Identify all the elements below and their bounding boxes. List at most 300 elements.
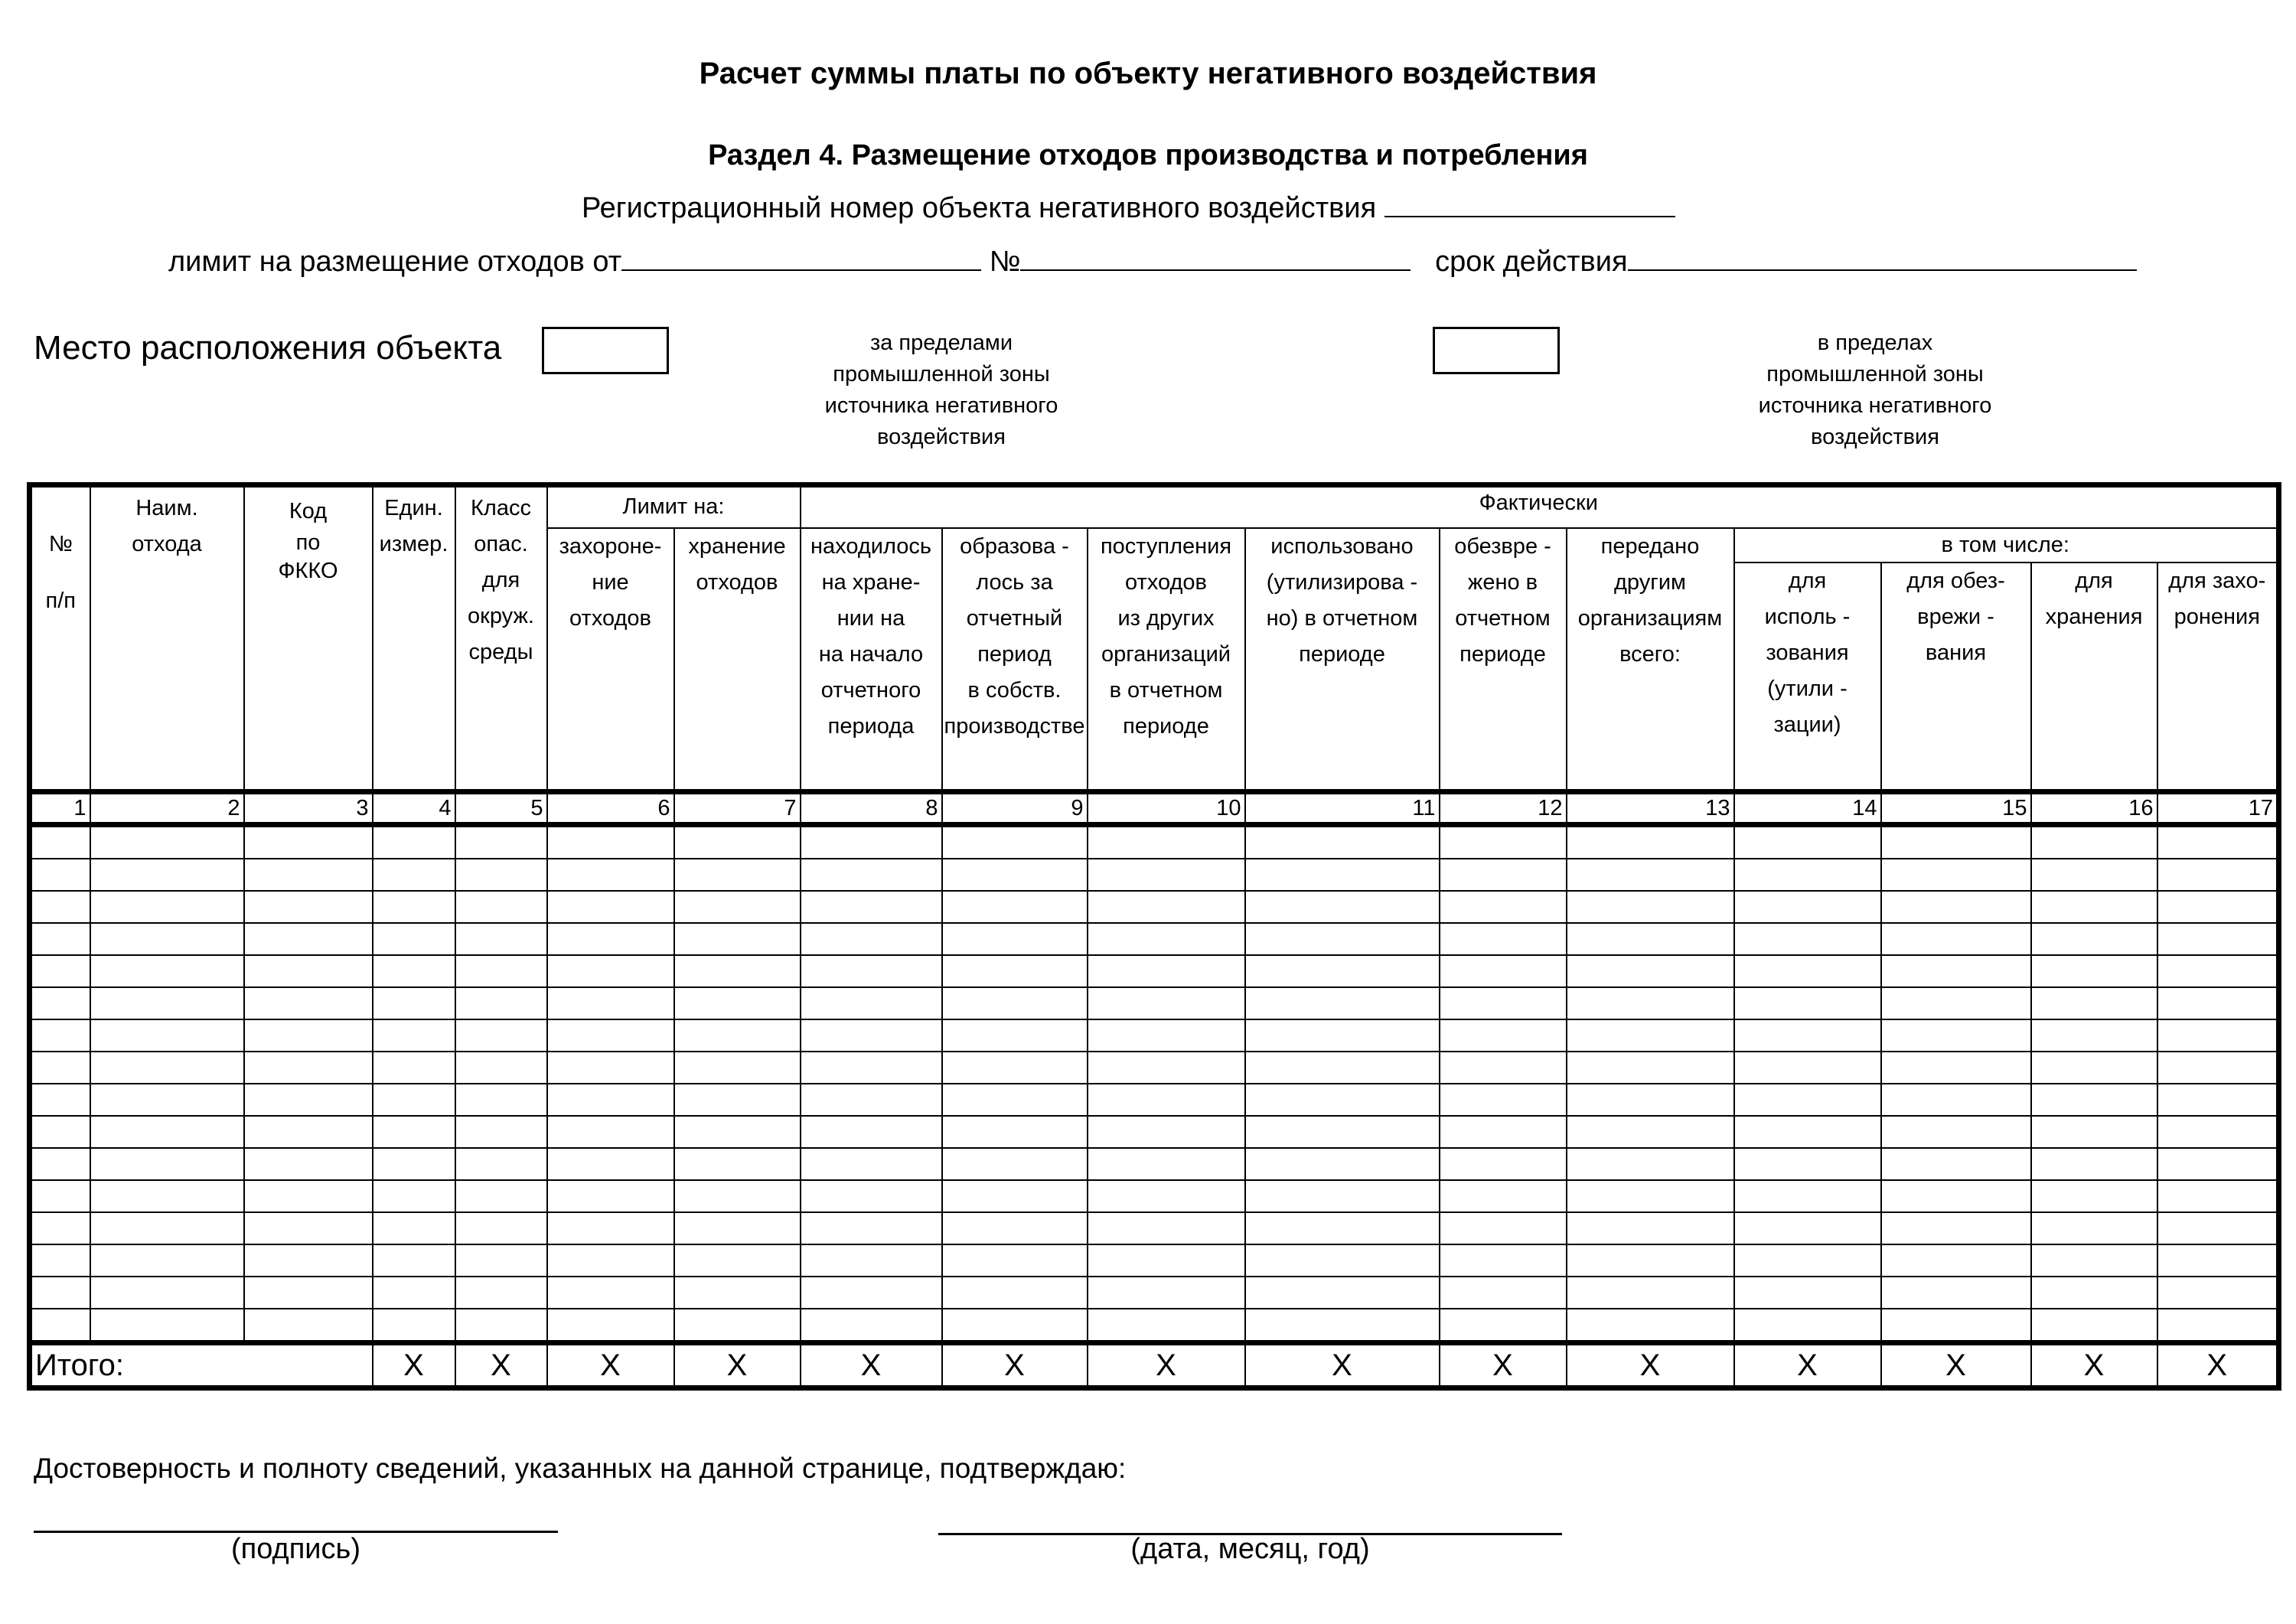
table-cell[interactable] — [1881, 1309, 2031, 1343]
table-cell[interactable] — [1245, 987, 1440, 1019]
table-cell[interactable] — [90, 955, 244, 987]
table-cell[interactable] — [801, 1277, 942, 1309]
table-cell[interactable] — [2157, 891, 2279, 923]
table-cell[interactable] — [30, 987, 90, 1019]
table-cell[interactable] — [2157, 859, 2279, 891]
table-cell[interactable] — [455, 1277, 547, 1309]
table-cell[interactable] — [244, 1116, 373, 1148]
table-cell[interactable] — [547, 1212, 674, 1244]
table-cell[interactable] — [942, 859, 1088, 891]
table-cell[interactable] — [1088, 825, 1245, 859]
table-cell[interactable] — [801, 1244, 942, 1277]
table-cell[interactable] — [1440, 1148, 1567, 1180]
table-cell[interactable] — [2031, 1116, 2157, 1148]
table-cell[interactable] — [373, 1212, 455, 1244]
table-cell[interactable] — [942, 1148, 1088, 1180]
table-cell[interactable] — [1881, 1019, 2031, 1052]
table-cell[interactable] — [1881, 891, 2031, 923]
table-cell[interactable] — [1440, 825, 1567, 859]
table-cell[interactable] — [455, 1116, 547, 1148]
table-cell[interactable] — [1567, 1052, 1734, 1084]
table-cell[interactable] — [1567, 891, 1734, 923]
table-cell[interactable] — [1088, 1180, 1245, 1212]
column-number: 15 — [1881, 792, 2031, 825]
table-cell[interactable] — [373, 1309, 455, 1343]
table-cell[interactable] — [1440, 1180, 1567, 1212]
table-cell[interactable] — [801, 859, 942, 891]
table-cell[interactable] — [1567, 1084, 1734, 1116]
table-cell[interactable] — [30, 1116, 90, 1148]
table-cell[interactable] — [90, 987, 244, 1019]
table-cell[interactable] — [942, 1116, 1088, 1148]
table-cell[interactable] — [2031, 825, 2157, 859]
column-number: 8 — [801, 792, 942, 825]
table-cell[interactable] — [1245, 923, 1440, 955]
table-cell[interactable] — [30, 825, 90, 859]
table-cell[interactable] — [244, 1277, 373, 1309]
table-cell[interactable] — [2031, 1244, 2157, 1277]
table-cell[interactable] — [801, 1180, 942, 1212]
table-cell[interactable] — [373, 1084, 455, 1116]
total-row — [30, 1343, 2279, 1388]
table-cell[interactable] — [2157, 1052, 2279, 1084]
table-cell[interactable] — [90, 825, 244, 859]
table-cell[interactable] — [674, 987, 801, 1019]
table-cell[interactable] — [1567, 1148, 1734, 1180]
table-cell[interactable] — [1734, 1212, 1881, 1244]
table-cell[interactable] — [1440, 923, 1567, 955]
table-cell[interactable] — [1734, 1116, 1881, 1148]
table-cell[interactable] — [547, 1180, 674, 1212]
table-cell[interactable] — [1088, 1212, 1245, 1244]
confirmation-text: Достоверность и полноту сведений, указанных на данной странице, подтверждаю: — [34, 1453, 1127, 1484]
table-cell[interactable] — [801, 891, 942, 923]
table-cell[interactable] — [674, 1019, 801, 1052]
table-cell[interactable] — [1881, 955, 2031, 987]
table-cell[interactable] — [1088, 859, 1245, 891]
table-cell[interactable] — [1245, 1116, 1440, 1148]
table-cell[interactable] — [547, 1019, 674, 1052]
table-cell[interactable] — [455, 1148, 547, 1180]
table-cell[interactable] — [30, 1148, 90, 1180]
table-cell[interactable] — [1567, 955, 1734, 987]
column-number: 13 — [1567, 792, 1734, 825]
table-cell[interactable] — [1440, 1244, 1567, 1277]
table-cell[interactable] — [801, 1084, 942, 1116]
table-cell[interactable] — [373, 825, 455, 859]
column-number: 6 — [547, 792, 674, 825]
table-cell[interactable] — [455, 1019, 547, 1052]
table-cell[interactable] — [1734, 923, 1881, 955]
table-cell[interactable] — [942, 1052, 1088, 1084]
table-cell[interactable] — [2031, 891, 2157, 923]
table-cell[interactable] — [455, 859, 547, 891]
table-cell[interactable] — [1881, 1116, 2031, 1148]
registration-number-field[interactable] — [1384, 190, 1675, 217]
table-cell[interactable] — [30, 891, 90, 923]
table-cell[interactable] — [244, 1084, 373, 1116]
table-cell[interactable] — [2157, 1148, 2279, 1180]
table-cell[interactable] — [2031, 923, 2157, 955]
column-number: 3 — [244, 792, 373, 825]
table-cell[interactable] — [1567, 1019, 1734, 1052]
table-cell[interactable] — [1881, 1244, 2031, 1277]
table-cell[interactable] — [455, 1052, 547, 1084]
table-cell[interactable] — [373, 1019, 455, 1052]
table-cell[interactable] — [801, 1116, 942, 1148]
table-cell[interactable] — [1245, 1180, 1440, 1212]
total-mark: Х — [674, 1343, 801, 1388]
table-cell[interactable] — [942, 1212, 1088, 1244]
table-row — [30, 1084, 2279, 1116]
table-cell[interactable] — [373, 955, 455, 987]
table-cell[interactable] — [455, 891, 547, 923]
table-cell[interactable] — [1245, 1148, 1440, 1180]
table-cell[interactable] — [90, 1116, 244, 1148]
table-cell[interactable] — [455, 1180, 547, 1212]
waste-placement-table — [27, 482, 2281, 1391]
table-cell[interactable] — [1088, 955, 1245, 987]
table-cell[interactable] — [1440, 859, 1567, 891]
table-cell[interactable] — [1088, 987, 1245, 1019]
table-cell[interactable] — [90, 891, 244, 923]
table-cell[interactable] — [455, 1212, 547, 1244]
table-cell[interactable] — [1734, 1309, 1881, 1343]
table-cell[interactable] — [373, 891, 455, 923]
table-cell[interactable] — [1567, 1180, 1734, 1212]
table-cell[interactable] — [373, 923, 455, 955]
table-cell[interactable] — [1734, 1052, 1881, 1084]
table-cell[interactable] — [1567, 987, 1734, 1019]
table-cell[interactable] — [1245, 1309, 1440, 1343]
table-cell[interactable] — [2031, 1309, 2157, 1343]
table-cell[interactable] — [373, 1148, 455, 1180]
table-cell[interactable] — [244, 891, 373, 923]
table-cell[interactable] — [1088, 891, 1245, 923]
table-cell[interactable] — [244, 1309, 373, 1343]
table-cell[interactable] — [90, 1277, 244, 1309]
registration-number-line — [582, 190, 1675, 225]
limit-from-label: лимит на размещение отходов от — [168, 246, 622, 278]
table-cell[interactable] — [801, 923, 942, 955]
table-cell[interactable] — [1245, 859, 1440, 891]
table-cell[interactable] — [942, 1309, 1088, 1343]
table-cell[interactable] — [547, 1084, 674, 1116]
table-cell[interactable] — [1734, 859, 1881, 891]
table-cell[interactable] — [90, 1309, 244, 1343]
table-cell[interactable] — [2157, 1180, 2279, 1212]
table-cell[interactable] — [1881, 1212, 2031, 1244]
table-cell[interactable] — [2157, 825, 2279, 859]
table-cell[interactable] — [1567, 1116, 1734, 1148]
table-cell[interactable] — [1440, 1212, 1567, 1244]
limit-number-field[interactable] — [1020, 243, 1411, 271]
table-cell[interactable] — [1567, 923, 1734, 955]
table-cell[interactable] — [547, 1116, 674, 1148]
table-cell[interactable] — [2031, 955, 2157, 987]
table-cell[interactable] — [373, 859, 455, 891]
table-cell[interactable] — [2157, 1084, 2279, 1116]
table-cell[interactable] — [547, 955, 674, 987]
table-cell[interactable] — [1088, 1084, 1245, 1116]
table-cell[interactable] — [30, 1212, 90, 1244]
table-cell[interactable] — [1734, 1019, 1881, 1052]
table-cell[interactable] — [30, 1309, 90, 1343]
table-cell[interactable] — [801, 1309, 942, 1343]
table-cell[interactable] — [30, 1180, 90, 1212]
table-cell[interactable] — [1881, 859, 2031, 891]
table-cell[interactable] — [801, 1212, 942, 1244]
table-cell[interactable] — [942, 987, 1088, 1019]
column-number: 11 — [1245, 792, 1440, 825]
table-cell[interactable] — [2031, 1212, 2157, 1244]
table-cell[interactable] — [1734, 1180, 1881, 1212]
table-cell[interactable] — [1245, 891, 1440, 923]
table-cell[interactable] — [1245, 1052, 1440, 1084]
header-for-use: для исполь - зования (утили - зации) — [1734, 563, 1881, 792]
table-cell[interactable] — [1881, 1148, 2031, 1180]
table-cell[interactable] — [801, 955, 942, 987]
table-cell[interactable] — [1881, 987, 2031, 1019]
validity-field[interactable] — [1628, 243, 2137, 271]
table-cell[interactable] — [1734, 987, 1881, 1019]
table-cell[interactable] — [674, 1148, 801, 1180]
table-cell[interactable] — [90, 1180, 244, 1212]
table-cell[interactable] — [1088, 1116, 1245, 1148]
table-cell[interactable] — [30, 955, 90, 987]
table-cell[interactable] — [244, 1180, 373, 1212]
table-cell[interactable] — [1567, 1277, 1734, 1309]
table-cell[interactable] — [801, 1019, 942, 1052]
table-cell[interactable] — [1567, 859, 1734, 891]
table-cell[interactable] — [30, 923, 90, 955]
table-cell[interactable] — [1440, 1116, 1567, 1148]
table-cell[interactable] — [2031, 859, 2157, 891]
table-cell[interactable] — [1088, 1244, 1245, 1277]
table-cell[interactable] — [674, 1180, 801, 1212]
table-cell[interactable] — [1440, 891, 1567, 923]
table-cell[interactable] — [674, 1116, 801, 1148]
table-cell[interactable] — [1088, 1019, 1245, 1052]
table-cell[interactable] — [1245, 1019, 1440, 1052]
table-cell[interactable] — [674, 825, 801, 859]
table-cell[interactable] — [942, 923, 1088, 955]
table-cell[interactable] — [1088, 1309, 1245, 1343]
table-cell[interactable] — [30, 1244, 90, 1277]
table-cell[interactable] — [674, 923, 801, 955]
table-cell[interactable] — [1881, 1180, 2031, 1212]
table-cell[interactable] — [942, 825, 1088, 859]
table-cell[interactable] — [244, 859, 373, 891]
table-cell[interactable] — [1734, 1148, 1881, 1180]
table-cell[interactable] — [455, 923, 547, 955]
table-cell[interactable] — [244, 1244, 373, 1277]
table-cell[interactable] — [90, 923, 244, 955]
table-cell[interactable] — [1440, 1084, 1567, 1116]
table-cell[interactable] — [1567, 1309, 1734, 1343]
table-cell[interactable] — [2157, 1019, 2279, 1052]
table-cell[interactable] — [244, 825, 373, 859]
table-cell[interactable] — [674, 955, 801, 987]
table-cell[interactable] — [547, 1309, 674, 1343]
table-cell[interactable] — [1440, 1019, 1567, 1052]
table-cell[interactable] — [455, 987, 547, 1019]
header-limit-storage: хранение отходов — [674, 528, 801, 792]
table-cell[interactable] — [30, 1277, 90, 1309]
header-neutralized: обезвре - жено в отчетном периоде — [1440, 528, 1567, 792]
table-cell[interactable] — [1245, 1212, 1440, 1244]
table-cell[interactable] — [674, 1084, 801, 1116]
table-cell[interactable] — [801, 987, 942, 1019]
table-cell[interactable] — [90, 1019, 244, 1052]
table-cell[interactable] — [373, 1180, 455, 1212]
table-cell[interactable] — [2157, 1244, 2279, 1277]
table-cell[interactable] — [2157, 955, 2279, 987]
table-cell[interactable] — [1567, 825, 1734, 859]
table-cell[interactable] — [30, 1019, 90, 1052]
table-cell[interactable] — [373, 1277, 455, 1309]
table-cell[interactable] — [373, 987, 455, 1019]
table-cell[interactable] — [2031, 987, 2157, 1019]
table-cell[interactable] — [30, 859, 90, 891]
table-cell[interactable] — [30, 1052, 90, 1084]
table-cell[interactable] — [942, 1084, 1088, 1116]
table-cell[interactable] — [1088, 923, 1245, 955]
table-cell[interactable] — [1734, 825, 1881, 859]
table-cell[interactable] — [244, 1052, 373, 1084]
table-cell[interactable] — [244, 1148, 373, 1180]
table-cell[interactable] — [1088, 1148, 1245, 1180]
table-cell[interactable] — [942, 1019, 1088, 1052]
table-cell[interactable] — [1440, 987, 1567, 1019]
table-cell[interactable] — [674, 1309, 801, 1343]
table-cell[interactable] — [1245, 1084, 1440, 1116]
section-title: Раздел 4. Размещение отходов производства и потребления — [708, 139, 1588, 171]
table-cell[interactable] — [1734, 955, 1881, 987]
table-cell[interactable] — [1245, 955, 1440, 987]
table-cell[interactable] — [2031, 1277, 2157, 1309]
table-cell[interactable] — [547, 1148, 674, 1180]
table-cell[interactable] — [547, 987, 674, 1019]
date-caption: (дата, месяц, год) — [1130, 1533, 1370, 1565]
table-cell[interactable] — [455, 955, 547, 987]
table-cell[interactable] — [942, 1180, 1088, 1212]
table-cell[interactable] — [674, 1052, 801, 1084]
table-cell[interactable] — [1245, 1244, 1440, 1277]
table-cell[interactable] — [1734, 1084, 1881, 1116]
table-cell[interactable] — [2157, 923, 2279, 955]
table-cell[interactable] — [244, 923, 373, 955]
table-cell[interactable] — [547, 1277, 674, 1309]
table-cell[interactable] — [942, 891, 1088, 923]
limit-date-field[interactable] — [621, 243, 981, 271]
table-cell[interactable] — [674, 1277, 801, 1309]
table-cell[interactable] — [801, 1148, 942, 1180]
table-cell[interactable] — [547, 1244, 674, 1277]
table-cell[interactable] — [90, 1212, 244, 1244]
table-cell[interactable] — [1440, 1052, 1567, 1084]
table-cell[interactable] — [90, 859, 244, 891]
table-cell[interactable] — [2031, 1019, 2157, 1052]
table-cell[interactable] — [801, 825, 942, 859]
table-cell[interactable] — [2157, 1116, 2279, 1148]
table-cell[interactable] — [1881, 923, 2031, 955]
table-cell[interactable] — [1734, 1277, 1881, 1309]
table-row — [30, 1212, 2279, 1244]
table-cell[interactable] — [801, 1052, 942, 1084]
table-cell[interactable] — [244, 1019, 373, 1052]
table-cell[interactable] — [1881, 1052, 2031, 1084]
table-cell[interactable] — [1245, 1277, 1440, 1309]
table-cell[interactable] — [2157, 1309, 2279, 1343]
table-cell[interactable] — [547, 859, 674, 891]
table-cell[interactable] — [455, 1244, 547, 1277]
outside-zone-checkbox[interactable] — [542, 327, 669, 374]
table-cell[interactable] — [2157, 1212, 2279, 1244]
table-cell[interactable] — [90, 1244, 244, 1277]
table-cell[interactable] — [2031, 1148, 2157, 1180]
table-cell[interactable] — [1734, 1244, 1881, 1277]
table-cell[interactable] — [942, 1277, 1088, 1309]
table-cell[interactable] — [1440, 1277, 1567, 1309]
total-mark: Х — [2157, 1343, 2279, 1388]
table-cell[interactable] — [547, 825, 674, 859]
table-cell[interactable] — [1088, 1052, 1245, 1084]
table-cell[interactable] — [2031, 1084, 2157, 1116]
table-cell[interactable] — [942, 1244, 1088, 1277]
table-cell[interactable] — [455, 825, 547, 859]
table-cell[interactable] — [373, 1244, 455, 1277]
table-cell[interactable] — [244, 1212, 373, 1244]
table-cell[interactable] — [1567, 1212, 1734, 1244]
table-cell[interactable] — [90, 1052, 244, 1084]
table-cell[interactable] — [1734, 891, 1881, 923]
table-cell[interactable] — [373, 1052, 455, 1084]
inside-zone-checkbox[interactable] — [1433, 327, 1560, 374]
table-cell[interactable] — [2031, 1052, 2157, 1084]
table-cell[interactable] — [373, 1116, 455, 1148]
table-cell[interactable] — [1881, 1277, 2031, 1309]
table-cell[interactable] — [547, 1052, 674, 1084]
table-cell[interactable] — [30, 1084, 90, 1116]
table-cell[interactable] — [90, 1148, 244, 1180]
total-mark: Х — [1088, 1343, 1245, 1388]
table-cell[interactable] — [674, 859, 801, 891]
table-cell[interactable] — [244, 955, 373, 987]
table-cell[interactable] — [244, 987, 373, 1019]
table-cell[interactable] — [942, 955, 1088, 987]
table-cell[interactable] — [1440, 1309, 1567, 1343]
table-cell[interactable] — [1567, 1244, 1734, 1277]
table-cell[interactable] — [90, 1084, 244, 1116]
table-cell[interactable] — [1440, 955, 1567, 987]
table-cell[interactable] — [1881, 1084, 2031, 1116]
table-cell[interactable] — [1881, 825, 2031, 859]
table-cell[interactable] — [1245, 825, 1440, 859]
table-cell[interactable] — [1088, 1277, 1245, 1309]
table-cell[interactable] — [547, 891, 674, 923]
header-for-storage: для хранения — [2031, 563, 2157, 792]
table-cell[interactable] — [455, 1309, 547, 1343]
table-cell[interactable] — [2031, 1180, 2157, 1212]
table-cell[interactable] — [455, 1084, 547, 1116]
table-cell[interactable] — [674, 891, 801, 923]
table-cell[interactable] — [674, 1212, 801, 1244]
table-cell[interactable] — [674, 1244, 801, 1277]
table-cell[interactable] — [547, 923, 674, 955]
table-cell[interactable] — [2157, 987, 2279, 1019]
table-cell[interactable] — [2157, 1277, 2279, 1309]
